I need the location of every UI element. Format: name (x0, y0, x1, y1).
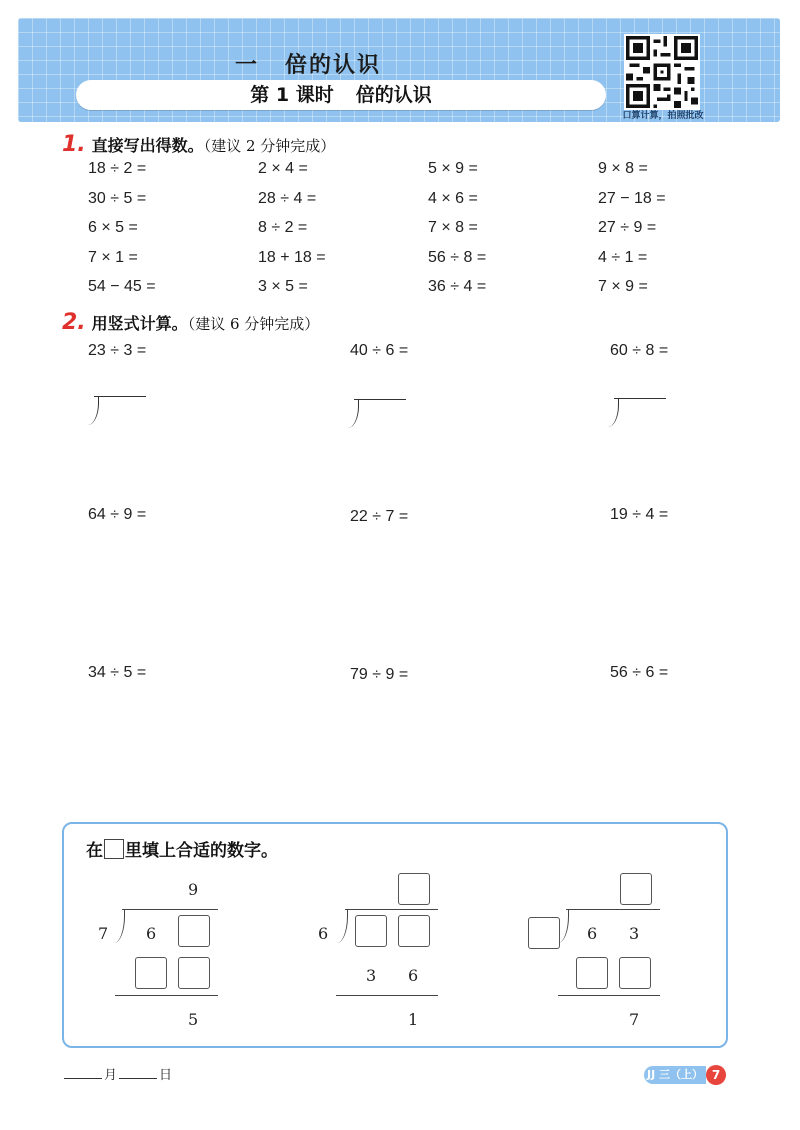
vertical-calc-item: 60 ÷ 8 = (610, 342, 669, 359)
month-blank[interactable] (64, 1078, 102, 1079)
oral-item: 3 × 5 = (258, 278, 308, 295)
date-field (62, 1064, 172, 1083)
oral-item: 54 − 45 = (88, 278, 156, 295)
unit-number: 一 (234, 53, 259, 78)
division-bracket (614, 398, 666, 429)
p1-division-line (122, 909, 218, 910)
day-label: 日 (159, 1068, 173, 1083)
section-1-hint: （建议 2 分钟完成） (203, 137, 336, 155)
p2-subtract-line (336, 995, 438, 996)
oral-item: 4 × 6 = (428, 189, 478, 207)
lesson-label: 第 1 课时 (250, 84, 334, 106)
p2-dividend-box-a[interactable] (355, 915, 387, 947)
p2-division-line (345, 909, 438, 910)
extension-title (86, 836, 278, 861)
vertical-calc-item: 40 ÷ 6 = (350, 342, 409, 359)
edition-tag: JJ 三（上） (644, 1066, 706, 1084)
unit-title (18, 48, 598, 79)
oral-calc-grid (88, 160, 768, 308)
oral-item: 56 ÷ 8 = (428, 248, 487, 266)
oral-item: 2 × 4 = (258, 160, 308, 177)
unit-title-text: 倍的认识 (285, 53, 382, 78)
oral-item: 27 − 18 = (598, 189, 666, 207)
oral-item: 5 × 9 = (428, 160, 478, 177)
oral-item: 7 × 8 = (428, 219, 478, 236)
section-1-number: 1. (62, 132, 86, 157)
vertical-calc-item: 64 ÷ 9 = (88, 506, 147, 523)
p1-divisor: 7 (98, 924, 109, 943)
p3-dividend-b: 3 (629, 924, 640, 943)
p3-dividend-a: 6 (587, 924, 598, 943)
p2-quotient-box[interactable] (398, 873, 430, 905)
lesson-title: 倍的认识 (355, 84, 432, 106)
p1-dividend-first: 6 (146, 924, 157, 943)
section-1-heading (62, 132, 335, 157)
oral-item: 30 ÷ 5 = (88, 189, 147, 207)
oral-item: 28 ÷ 4 = (258, 189, 317, 207)
oral-item: 18 ÷ 2 = (88, 160, 147, 177)
lesson-bar (76, 80, 606, 110)
p3-divisor-box[interactable] (528, 917, 560, 949)
p3-quotient-box[interactable] (620, 873, 652, 905)
oral-item: 18 + 18 = (258, 248, 326, 266)
p2-product-a: 3 (366, 966, 377, 985)
vertical-calc-item: 56 ÷ 6 = (610, 664, 669, 681)
division-bracket (354, 399, 406, 430)
p3-division-line (566, 909, 660, 910)
vertical-calc-item: 22 ÷ 7 = (350, 508, 409, 525)
p3-product-box-b[interactable] (619, 957, 651, 989)
section-2-heading (62, 310, 319, 335)
oral-item: 7 × 1 = (88, 248, 138, 266)
division-bracket (94, 396, 146, 427)
month-label: 月 (104, 1068, 118, 1083)
oral-item: 27 ÷ 9 = (598, 219, 657, 236)
p2-remainder: 1 (408, 1010, 419, 1029)
page-header (18, 18, 780, 122)
extension-title-post: 里填上合适的数字。 (125, 841, 278, 861)
p1-quotient: 9 (188, 880, 199, 899)
p1-product-box-b[interactable] (178, 957, 210, 989)
oral-item: 9 × 8 = (598, 160, 648, 177)
oral-item: 8 ÷ 2 = (258, 219, 308, 236)
p1-product-box-a[interactable] (135, 957, 167, 989)
vertical-calc-item: 23 ÷ 3 = (88, 342, 147, 359)
p2-dividend-box-b[interactable] (398, 915, 430, 947)
qr-caption: 口算计算，拍照批改 (622, 111, 704, 121)
p2-product-b: 6 (408, 966, 419, 985)
vertical-calc-item: 34 ÷ 5 = (88, 664, 147, 681)
p3-subtract-line (558, 995, 660, 996)
p1-dividend-box[interactable] (178, 915, 210, 947)
blank-box-icon (104, 839, 124, 859)
p1-subtract-line (115, 995, 218, 996)
section-1-title: 直接写出得数。 (91, 136, 204, 155)
p3-product-box-a[interactable] (576, 957, 608, 989)
oral-item: 4 ÷ 1 = (598, 248, 648, 266)
extension-title-pre: 在 (86, 841, 103, 861)
day-blank[interactable] (119, 1078, 157, 1079)
p3-remainder: 7 (629, 1010, 640, 1029)
vertical-calc-item: 19 ÷ 4 = (610, 506, 669, 523)
oral-item: 7 × 9 = (598, 278, 648, 295)
oral-item: 36 ÷ 4 = (428, 278, 487, 295)
p1-remainder: 5 (188, 1010, 199, 1029)
p2-divisor: 6 (318, 924, 329, 943)
page-number: 7 (706, 1065, 726, 1085)
section-2-title: 用竖式计算。 (91, 314, 188, 333)
qr-code-icon[interactable] (624, 34, 700, 110)
vertical-calc-item: 79 ÷ 9 = (350, 666, 409, 683)
oral-item: 6 × 5 = (88, 219, 138, 236)
section-2-hint: （建议 6 分钟完成） (187, 315, 320, 333)
section-2-number: 2. (62, 310, 86, 335)
